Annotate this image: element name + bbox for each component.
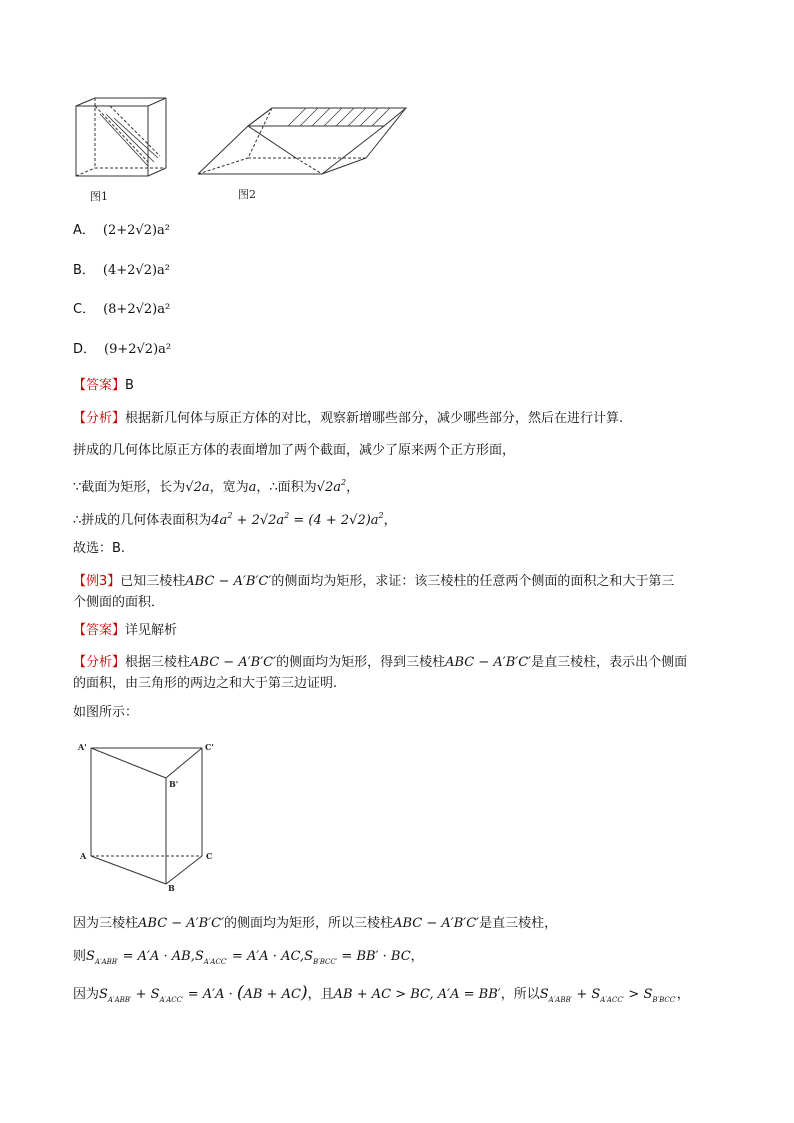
answer-value: 详见解析 <box>125 623 178 638</box>
option-d-math: (9+2√2)a² <box>104 342 172 357</box>
figure-1-cube <box>70 96 180 208</box>
prism-name: ABC − A′B′C′ <box>185 574 272 589</box>
answer-tag: 【答案】 <box>73 378 126 393</box>
q2-answer <box>73 377 134 395</box>
option-d <box>73 341 171 359</box>
text: 是直三棱柱，表示出个侧面 <box>531 655 688 670</box>
text: ， <box>676 987 690 1002</box>
text: 的侧面均为矩形，求证：该三棱柱的任意两个侧面的面积之和大于第三 <box>271 574 675 589</box>
q2-line-1: 拼成的几何体比原正方体的表面增加了两个截面，减少了原来两个正方形面， <box>73 443 516 458</box>
prism-name: ABC − A′B′C′ <box>445 655 532 670</box>
math: $S_{A'ABB'} + S_{A'ACC'} = A'A \cdot (AB + AC)$ <box>99 983 308 1004</box>
option-a-math: (2+2√2)a² <box>102 223 171 238</box>
analysis-text: 根据新几何体与原正方体的对比，观察新增哪些部分，减少哪些部分，然后在进行计算. <box>125 411 624 426</box>
text: 的侧面均为矩形，得到三棱柱 <box>276 655 446 670</box>
q2-line-3 <box>73 507 397 530</box>
option-c-letter: C． <box>73 302 96 317</box>
math: $4a^2 + 2√2a^2 = (4 + 2√2)a^2$ <box>211 511 384 528</box>
text: 根据三棱柱 <box>125 655 191 670</box>
text: ，所以 <box>500 987 540 1002</box>
text: ∴拼成的几何体表面积为 <box>73 513 212 528</box>
ex3-analysis-cont: 的面积，由三角形的两边之和大于第三边证明. <box>73 676 338 691</box>
ex3-answer <box>73 622 177 640</box>
text: 因为 <box>73 987 100 1002</box>
ex3-question-cont: 个侧面的面积． <box>73 595 165 610</box>
q2-choose: 故选：B. <box>73 541 126 556</box>
option-c-math: (8+2√2)a² <box>103 302 171 317</box>
label-c1: C' <box>205 742 214 752</box>
text: ，且 <box>307 987 334 1002</box>
math: $√2a^2$ <box>316 478 347 495</box>
math: AB + AC > BC, A′A = BB′ <box>333 987 501 1002</box>
option-b <box>73 262 170 280</box>
prism-name: ABC − A′B′C′ <box>393 916 480 931</box>
text: ，宽为 <box>209 480 249 495</box>
text: ， <box>346 480 360 495</box>
analysis-tag: 【分析】 <box>73 411 126 426</box>
analysis-tag: 【分析】 <box>73 655 126 670</box>
figure-2-solid <box>196 100 411 204</box>
example-tag: 【例3】 <box>73 574 121 589</box>
label-b: B <box>168 883 175 893</box>
math: $S_{A'ABB'} = A'A \cdot AB,S_{A'ACC'} = A'A \cdot AC,S_{B'BCC'} = BB'$ · BC <box>86 949 411 966</box>
option-a <box>73 222 170 240</box>
option-a-letter: A． <box>73 223 95 238</box>
ex3-as-shown: 如图所示： <box>73 705 139 720</box>
q2-line-2 <box>73 474 359 497</box>
text: ，∴面积为 <box>256 480 317 495</box>
label-c: C <box>206 851 213 861</box>
text: ， <box>410 949 424 964</box>
option-c <box>73 301 170 319</box>
answer-tag: 【答案】 <box>73 623 126 638</box>
text: 因为三棱柱 <box>73 916 139 931</box>
text: 的侧面均为矩形，所以三棱柱 <box>224 916 394 931</box>
option-d-letter: D． <box>73 342 97 357</box>
ex3-question <box>73 573 674 591</box>
option-b-letter: B． <box>73 263 95 278</box>
ex3-solution-3 <box>73 984 690 1009</box>
text: 已知三棱柱 <box>120 574 186 589</box>
answer-value: B <box>125 378 134 393</box>
label-a1: A' <box>78 742 87 752</box>
prism-name: ABC − A′B′C′ <box>190 655 277 670</box>
figure-3-prism <box>74 738 224 894</box>
text: 是直三棱柱， <box>479 916 558 931</box>
math: √2a <box>185 480 210 495</box>
ex3-analysis <box>73 654 687 672</box>
text: ， <box>383 513 397 528</box>
ex3-solution-2 <box>73 948 424 971</box>
ex3-solution-1 <box>73 915 557 933</box>
text: 则 <box>73 949 87 964</box>
q2-analysis <box>73 410 623 428</box>
math: $S_{A'ABB'} + S_{A'ACC'} > S_{B'BCC'}$ <box>539 987 677 1004</box>
figure-2-caption: 图2 <box>238 188 256 201</box>
option-b-math: (4+2√2)a² <box>102 263 171 278</box>
figure-1-caption: 图1 <box>90 190 108 203</box>
prism-name: ABC − A′B′C′ <box>138 916 225 931</box>
math: a <box>248 480 257 495</box>
label-b1: B' <box>169 779 179 789</box>
text: ∵截面为矩形，长为 <box>73 480 186 495</box>
label-a: A <box>80 851 87 861</box>
